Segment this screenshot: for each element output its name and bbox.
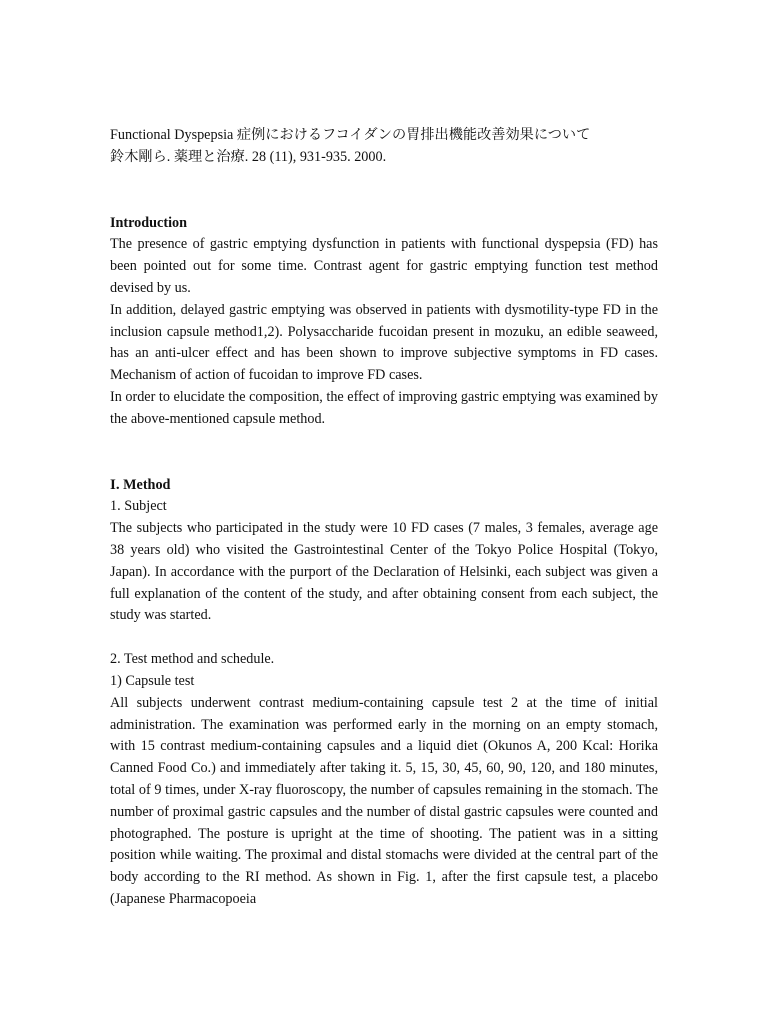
introduction-paragraph-3: In order to elucidate the composition, the effect of improving gastric emptying was examined by the above-mentioned capsule method. (110, 388, 658, 427)
document-page (110, 125, 658, 911)
method-heading (110, 475, 658, 497)
method-heading-numeral: I. (110, 476, 120, 493)
document-title: Functional Dyspepsia 症例におけるフコイダンの胃排出機能改善効果について (110, 127, 591, 143)
capsule-test-paragraph: All subjects underwent contrast medium-containing capsule test 2 at the time of initial administration. The examination was performed early in the morning on an empty stomach, with 15 contrast medium-containing capsules and a liquid diet (Okunos A, 200 Kcal: Horika Canned Food Co.) and immediately after taking it. 5, 15, 30, 45, 60, 90, 120, and 180 minutes, total of 9 times, under X-ray fluoroscopy, the number of capsules remaining in the stomach. The number of proximal gastric capsules and the number of distal gastric capsules were counted and photographed. The posture is upright at the time of shooting. The patient was in a sitting position while waiting. The proximal and distal stomachs were divided at the central part of the body according to the RI method. As shown in Fig. 1, after the first capsule test, a placebo (Japanese Pharmacopoeia (110, 694, 658, 907)
capsule-test-heading: 1) Capsule test (110, 672, 195, 689)
spacer (110, 627, 658, 649)
introduction-paragraph-1: The presence of gastric emptying dysfunction in patients with functional dyspepsia (FD) has been pointed out for some time. Contrast agent for gastric emptying function test method devised by us. (110, 236, 658, 296)
introduction-paragraph-2: In addition, delayed gastric emptying was observed in patients with dysmotility-type FD in the inclusion capsule method1,2). Polysaccharide fucoidan present in mozuku, an edible seaweed, has an anti-ulcer effect and has been shown to improve subjective symptoms in FD cases. Mechanism of action of fucoidan to improve FD cases. (110, 301, 658, 384)
citation: 鈴木剛ら. 薬理と治療. 28 (11), 931-935. 2000. (110, 148, 387, 165)
introduction-heading: Introduction (110, 214, 187, 231)
subject-heading: 1. Subject (110, 498, 167, 515)
subject-paragraph: The subjects who participated in the study were 10 FD cases (7 males, 3 females, average age 38 years old) who visited the Gastrointestinal Center of the Tokyo Police Hospital (Tokyo, Japan). In accordance with the purport of the Declaration of Helsinki, each subject was given a full explanation of the content of the study, and after obtaining consent from each subject, the study was started. (110, 520, 658, 624)
method-heading-text: Method (123, 476, 171, 493)
spacer (110, 431, 658, 475)
test-method-heading: 2. Test method and schedule. (110, 651, 275, 668)
spacer (110, 169, 658, 213)
